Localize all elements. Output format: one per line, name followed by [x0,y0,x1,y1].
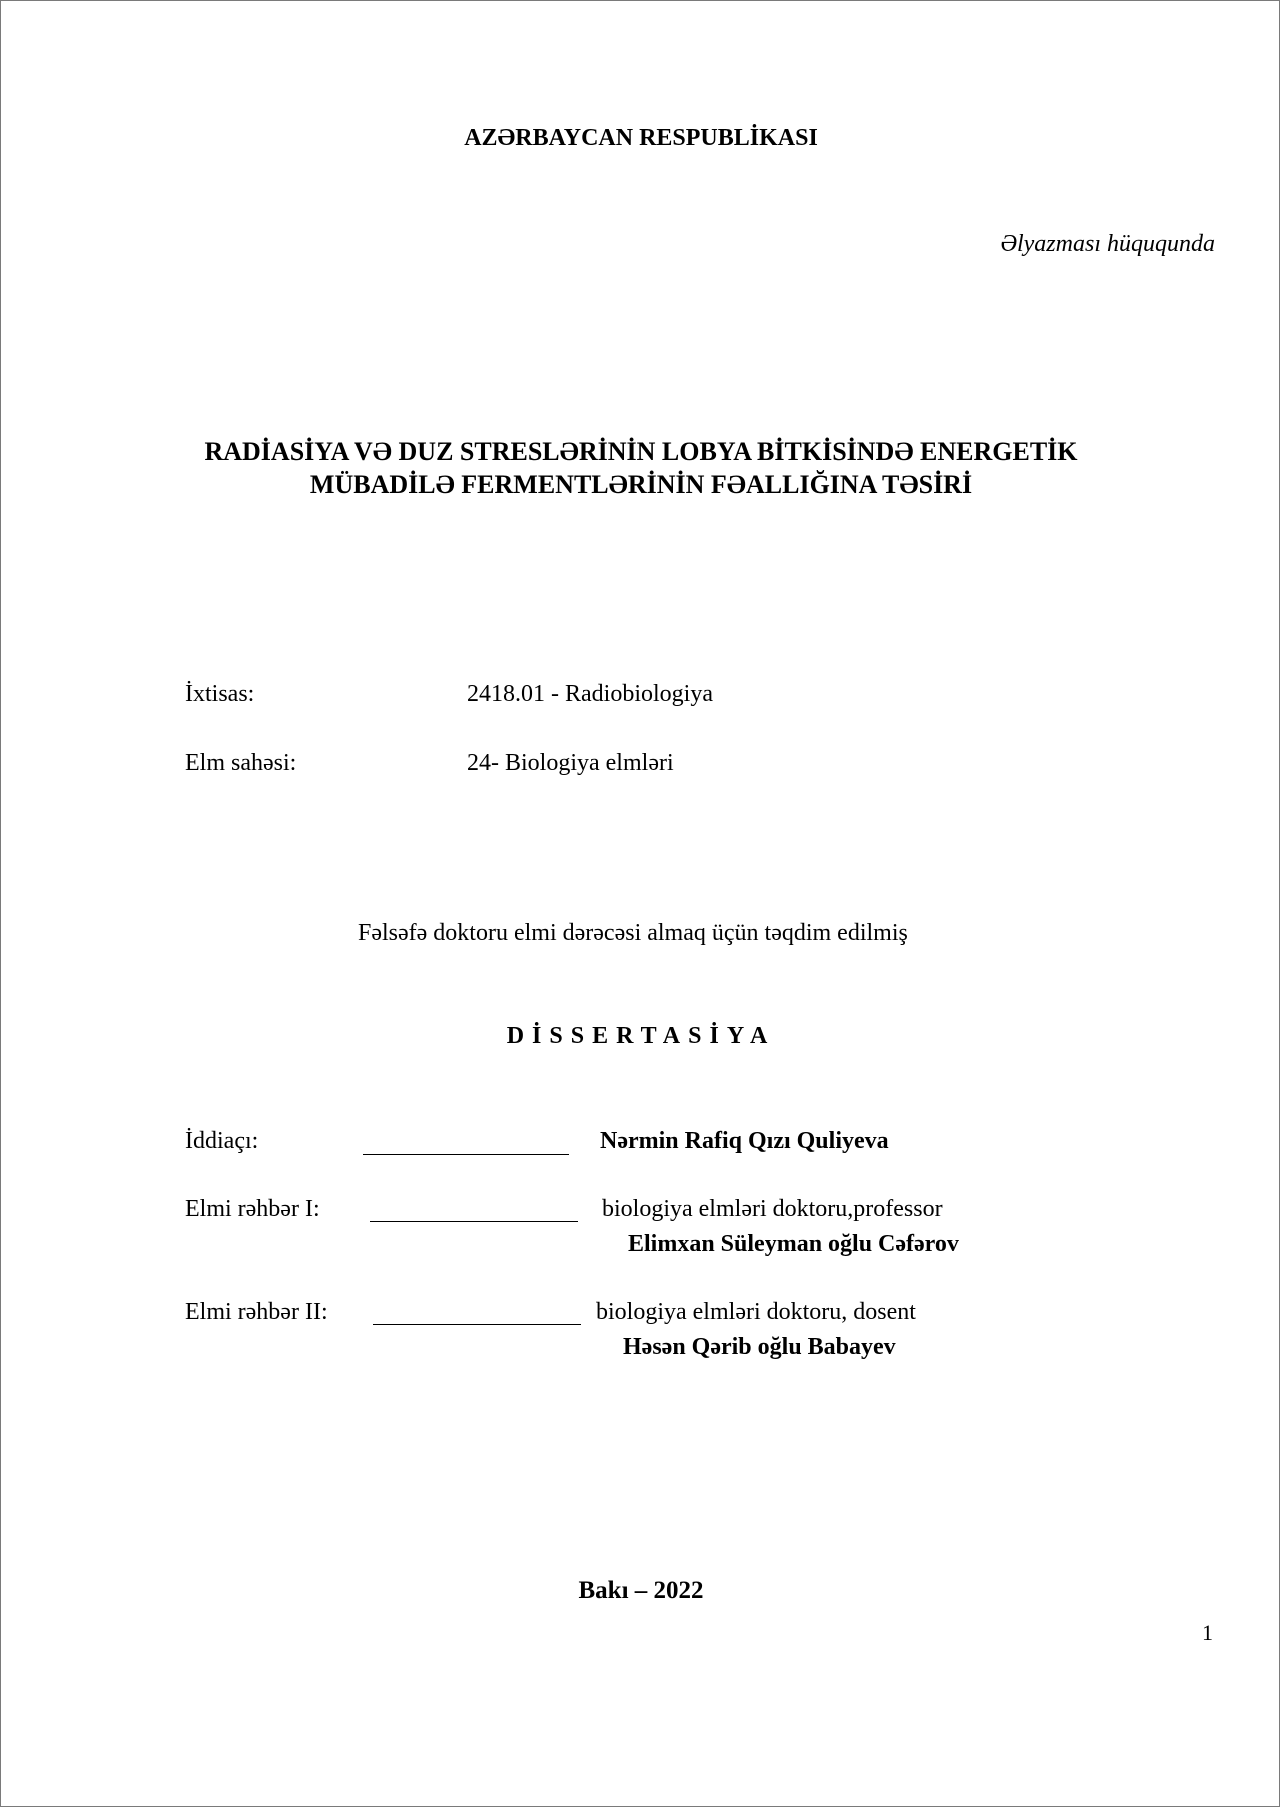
supervisor1-label: Elmi rəhbər I: [185,1196,320,1222]
specialty-value: 2418.01 - Radiobiologiya [467,681,713,707]
supervisor2-name: Həsən Qərib oğlu Babayev [623,1334,896,1360]
supervisor2-title: biologiya elmləri doktoru, dosent [596,1299,916,1325]
field-label: Elm sahəsi: [185,750,297,776]
supervisor2-signature-line [373,1302,581,1330]
supervisor1-name: Elimxan Süleyman oğlu Cəfərov [628,1231,959,1257]
supervisor1-signature-line [370,1199,578,1227]
page-number: 1 [1202,1620,1213,1645]
specialty-label: İxtisas: [185,681,255,707]
applicant-signature-line [363,1132,569,1160]
manuscript-rights-note: Əlyazması hüququnda [1000,231,1215,257]
document-type-heading: DİSSERTASİYA [506,1023,776,1049]
supervisor2-label: Elmi rəhbər II: [185,1299,328,1325]
degree-purpose: Fəlsəfə doktoru elmi dərəcəsi almaq üçün təqdim edilmiş [358,920,908,946]
dissertation-title [1,435,1280,501]
title-line-2: MÜBADİLƏ FERMENTLƏRİNİN FƏALLIĞINA TƏSİRİ [309,470,973,499]
supervisor1-title: biologiya elmləri doktoru,professor [602,1196,943,1222]
applicant-label: İddiaçı: [185,1128,259,1154]
applicant-name: Nərmin Rafiq Qızı Quliyeva [600,1128,889,1154]
field-value: 24- Biologiya elmləri [467,750,674,776]
title-line-1: RADİASİYA VƏ DUZ STRESLƏRİNİN LOBYA BİTKİSİNDƏ ENERGETİK [204,437,1078,466]
country-heading: AZƏRBAYCAN RESPUBLİKASI [464,125,818,151]
place-and-year: Bakı – 2022 [578,1577,704,1604]
